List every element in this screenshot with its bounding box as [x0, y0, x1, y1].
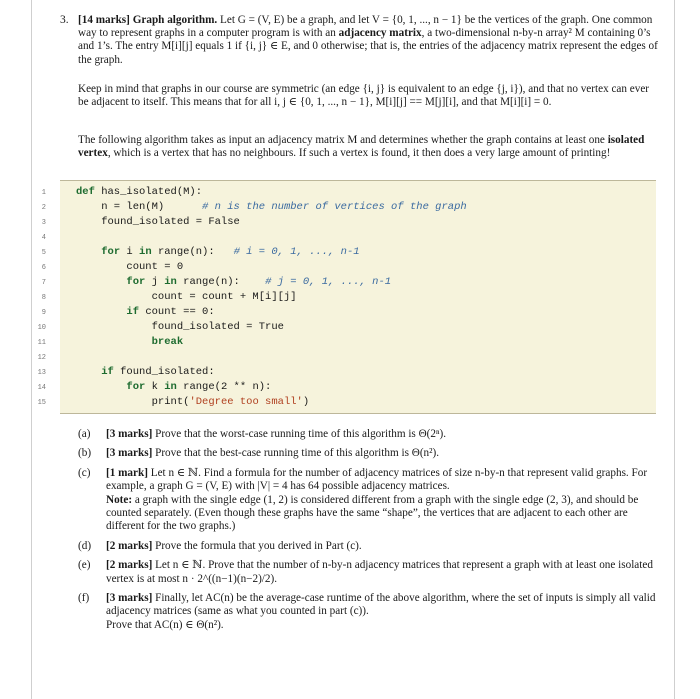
question-number: 3.: [60, 14, 69, 26]
code-line: 15 print('Degree too small'): [37, 396, 310, 408]
code-line: 9 if count == 0:: [41, 306, 215, 318]
code-line: 7 for j in range(n): # j = 0, 1, ..., n-1: [41, 276, 392, 288]
code-line: 12: [37, 354, 46, 362]
question-intro: [78, 14, 660, 67]
code-listing: [37, 180, 656, 414]
code-line: 2 n = len(M) # n is the number of vertices of the graph: [41, 201, 467, 213]
code-line: 14 for k in range(2 ** n):: [37, 381, 272, 393]
part-e: (e) [2 marks] Let n ∈ ℕ. Prove that the number of n-by-n adjacency matrices that represent a graph with at least one isolated vertex is at most n · 2^((n−1)(n−2)/2).: [78, 559, 653, 585]
intro-paragraph-3: The following algorithm takes as input an adjacency matrix M and determines whether the graph contains at least one isolated vertex, which is a vertex that has no neighbours. If such a vertex is found, it then does a very large amount of printing!: [78, 134, 645, 160]
intro-paragraph-1: [14 marks] Graph algorithm. Let G = (V, E) be a graph, and let V = {0, 1, ..., n − 1} be the vertices of the graph. One common way to represent graphs in a computer program is with an adjacency matrix, a two-dimensional n-by-n array² M containing 0’s and 1’s. The entry M[i][j] equals 1 if {i, j} ∈ E, and 0 otherwise; that is, the entries of the adjacency matrix represent the edges of the graph.: [78, 14, 658, 66]
code-line: 1 def has_isolated(M):: [41, 186, 203, 198]
code-line: 8 count = count + M[i][j]: [41, 291, 297, 303]
part-c-note: Note: a graph with the single edge (1, 2) is considered different from a graph with the single edge (2, 3), and should be counted separately. (Even though these graphs have the same “shape”, the vertices that are adjacent to each other are different for the two graphs.): [106, 493, 639, 533]
part-d: (d) [2 marks] Prove the formula that you derived in Part (c).: [78, 539, 362, 552]
question-parts: [78, 428, 660, 638]
code-line: 11 break: [37, 336, 184, 348]
code-line: 13 if found_isolated:: [37, 366, 215, 378]
code-line: 5 for i in range(n): # i = 0, 1, ..., n-1: [41, 246, 360, 258]
part-f: (f) [3 marks] Finally, let AC(n) be the average-case runtime of the above algorithm, where the set of inputs is simply all valid adjacency matrices (same as what you counted in part (c)). Prove that AC(n) ∈ Θ(n²).: [78, 592, 660, 632]
question-title: Graph algorithm.: [132, 14, 218, 26]
part-b: (b) [3 marks] Prove that the best-case running time of this algorithm is Θ(n²).: [78, 447, 440, 460]
code-line: 3 found_isolated = False: [41, 216, 240, 228]
part-f-prove: Prove that AC(n) ∈ Θ(n²).: [106, 618, 224, 631]
code-line: 6 count = 0: [41, 261, 184, 273]
part-a: (a) [3 marks] Prove that the worst-case running time of this algorithm is Θ(2ⁿ).: [78, 428, 447, 440]
code-line: 4: [41, 234, 46, 242]
intro-paragraph-2: Keep in mind that graphs in our course are symmetric (an edge {i, j} is equivalent to an edge {j, i}), and that no vertex can ever be adjacent to itself. This means that for all i, j ∈ {0, 1, ..., n − 1}, M[i][j] == M[j][i], and that M[i][i] = 0.: [78, 83, 650, 109]
code-line: 10 found_isolated = True: [37, 321, 284, 333]
part-c: (c) [1 mark] Let n ∈ ℕ. Find a formula for the number of adjacency matrices of size n-by-n that represent valid graphs. For example, a graph G = (V, E) with |V| = 4 has 64 possible adjacency matrices. Note: a graph with the single edge (1, 2) is considered different from a graph with the single edge (2, 3), and should be counted separately. (Even though these graphs have the same “shape”, the vertices that are adjacent to each other are different for the two graphs.): [78, 467, 660, 534]
